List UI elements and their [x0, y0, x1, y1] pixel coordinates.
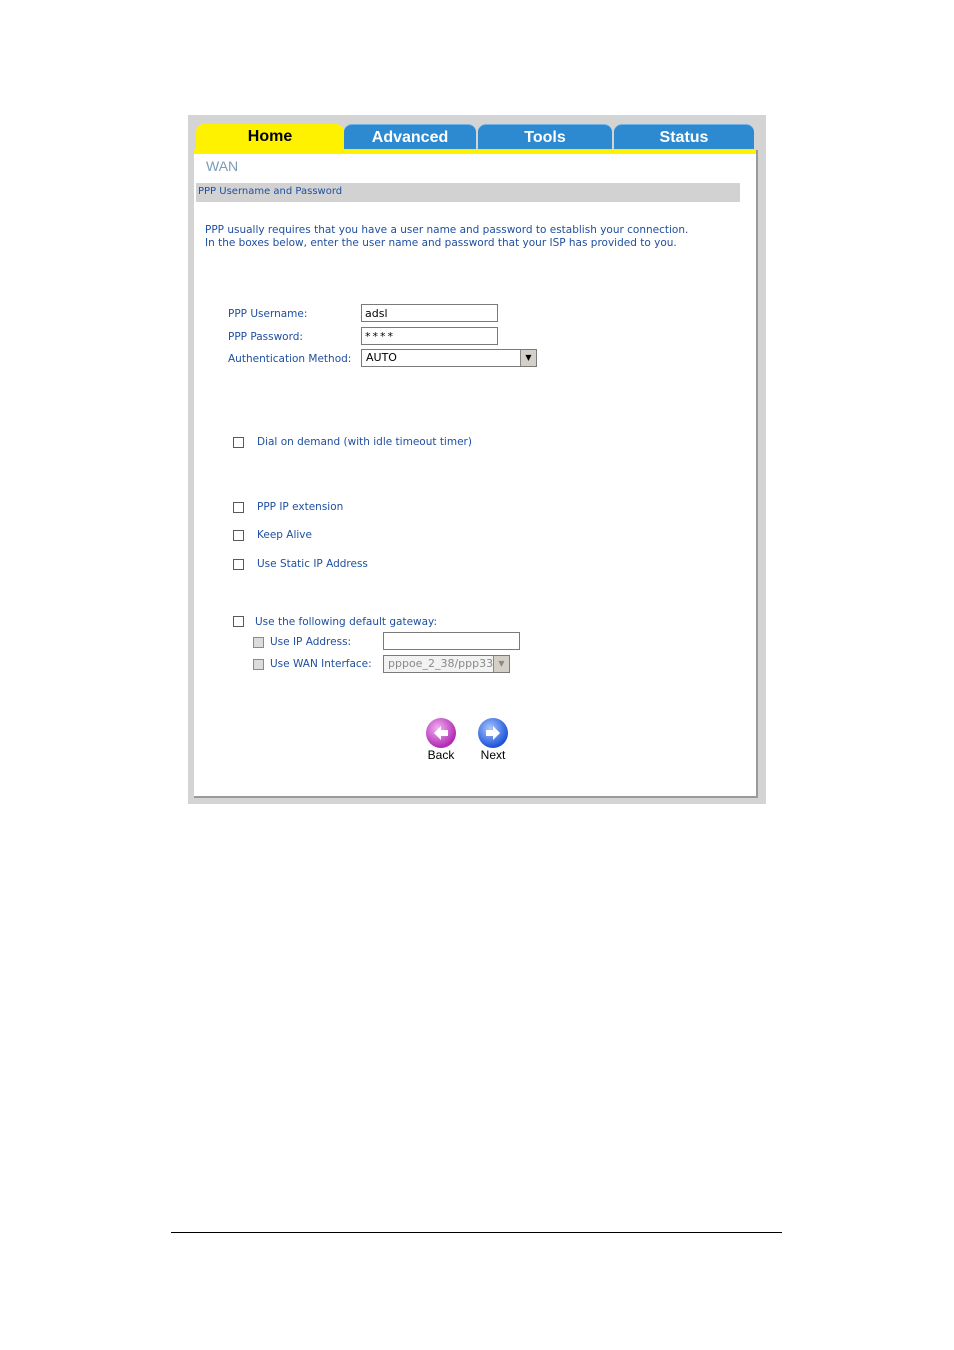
- use-wan-interface-checkbox[interactable]: [253, 659, 264, 670]
- chevron-down-icon[interactable]: ▼: [493, 656, 509, 672]
- ppp-ip-extension-label: PPP IP extension: [257, 501, 344, 513]
- default-gateway-checkbox[interactable]: [233, 616, 244, 627]
- keep-alive-checkbox[interactable]: [233, 530, 244, 541]
- auth-method-label: Authentication Method:: [228, 353, 352, 365]
- next-arrow-icon: [478, 718, 508, 748]
- use-wan-interface-label: Use WAN Interface:: [270, 658, 372, 670]
- description-line-1: PPP usually requires that you have a user name and password to establish your connection.: [205, 224, 689, 236]
- username-input[interactable]: adsl: [361, 304, 498, 322]
- use-ip-address-checkbox[interactable]: [253, 637, 264, 648]
- back-label: Back: [427, 748, 455, 762]
- back-arrow-icon: [426, 718, 456, 748]
- use-ip-address-label: Use IP Address:: [270, 636, 352, 648]
- next-button[interactable]: [473, 718, 513, 762]
- ppp-ip-extension-checkbox[interactable]: [233, 502, 244, 513]
- tab-bar: [194, 124, 756, 150]
- wan-interface-value: pppoe_2_38/ppp33: [388, 657, 494, 670]
- password-input[interactable]: ****: [361, 327, 498, 345]
- tab-advanced[interactable]: Advanced: [344, 124, 476, 149]
- back-button[interactable]: [421, 718, 461, 762]
- next-label: Next: [480, 748, 506, 762]
- username-label: PPP Username:: [228, 308, 308, 320]
- page-title: WAN: [206, 158, 239, 174]
- dial-on-demand-label: Dial on demand (with idle timeout timer): [257, 436, 472, 448]
- chevron-down-icon[interactable]: ▼: [520, 350, 536, 366]
- tab-tools[interactable]: Tools: [478, 124, 612, 149]
- description-line-2: In the boxes below, enter the user name and password that your ISP has provided to you.: [205, 237, 677, 249]
- gateway-ip-input[interactable]: [383, 632, 520, 650]
- tab-underline: [194, 150, 756, 154]
- section-title: PPP Username and Password: [198, 186, 343, 197]
- use-static-ip-label: Use Static IP Address: [257, 558, 368, 570]
- default-gateway-label: Use the following default gateway:: [255, 616, 438, 628]
- use-static-ip-checkbox[interactable]: [233, 559, 244, 570]
- tab-home[interactable]: Home: [196, 124, 344, 152]
- password-label: PPP Password:: [228, 331, 303, 343]
- keep-alive-label: Keep Alive: [257, 529, 312, 541]
- auth-method-value: AUTO: [366, 351, 397, 364]
- dial-on-demand-checkbox[interactable]: [233, 437, 244, 448]
- footer-divider: [171, 1232, 782, 1233]
- tab-status[interactable]: Status: [614, 124, 754, 149]
- wan-interface-select[interactable]: [383, 655, 510, 673]
- auth-method-select[interactable]: [361, 349, 537, 367]
